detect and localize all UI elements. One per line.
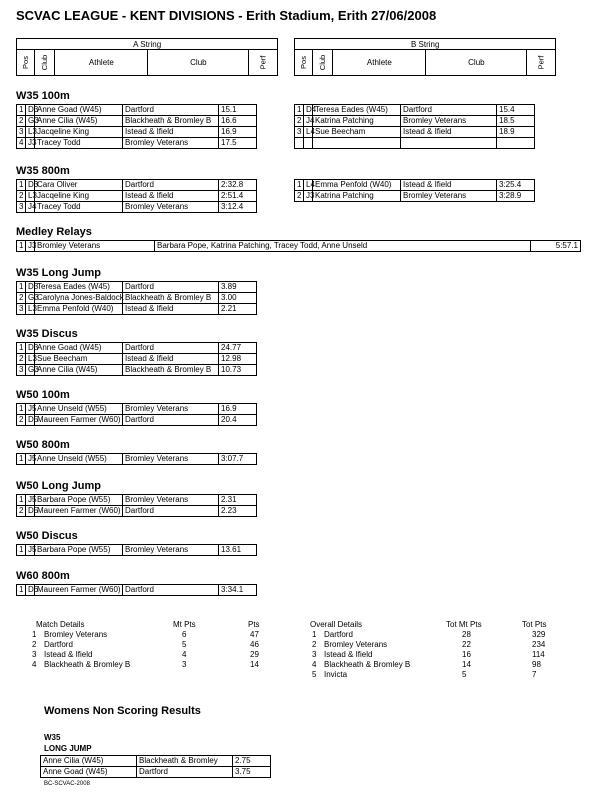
event-heading: W60 800m bbox=[16, 570, 70, 582]
pos-cell: 3 bbox=[17, 202, 26, 213]
rank: 3 bbox=[32, 650, 37, 659]
athlete-cell: Teresa Eades (W45) bbox=[313, 105, 401, 116]
athlete-cell: Carolyna Jones-Baldock bbox=[35, 293, 123, 304]
perf-cell: 17.5 bbox=[219, 138, 257, 149]
perf-cell: 5:57.1 bbox=[531, 241, 581, 252]
perf-cell: 2:51.4 bbox=[219, 191, 257, 202]
club-code-cell: D5 bbox=[26, 415, 35, 426]
a-string-table bbox=[16, 544, 257, 556]
club-code-cell: D3 bbox=[26, 180, 35, 191]
match-mt-pts-heading: Mt Pts bbox=[173, 620, 196, 629]
table-row bbox=[17, 116, 257, 127]
club-code-cell: L4 bbox=[304, 180, 313, 191]
perf-cell: 3.89 bbox=[219, 282, 257, 293]
pos-cell: 1 bbox=[17, 404, 26, 415]
perf-cell: 2.23 bbox=[219, 506, 257, 517]
mt-pts: 28 bbox=[462, 630, 471, 639]
perf-cell: 3:12.4 bbox=[219, 202, 257, 213]
pos-cell: 3 bbox=[17, 304, 26, 315]
event-heading: W35 Discus bbox=[16, 328, 78, 340]
perf-cell: 10.73 bbox=[219, 365, 257, 376]
footer-code: BC-SCVAC-2008 bbox=[44, 781, 90, 787]
a-string-table bbox=[16, 494, 257, 517]
pos-header: Pos bbox=[295, 50, 313, 76]
club-cell: Istead & Ifield bbox=[401, 127, 497, 138]
athlete-cell: Anne Cilia (W45) bbox=[41, 756, 137, 767]
club-cell: Bromley Veterans bbox=[123, 404, 219, 415]
athlete-cell: Barbara Pope (W55) bbox=[35, 495, 123, 506]
a-string-label: A String bbox=[17, 39, 278, 50]
club-cell: Istead & Ifield bbox=[123, 354, 219, 365]
club-code-cell: L4 bbox=[304, 127, 313, 138]
club-cell: Bromley Veterans bbox=[123, 138, 219, 149]
club-cell: Blackheath & Bromley B bbox=[123, 365, 219, 376]
club-name: Blackheath & Bromley B bbox=[324, 660, 411, 669]
club-code-cell: L3 bbox=[26, 354, 35, 365]
club-cell: Blackheath & Bromley B bbox=[123, 116, 219, 127]
perf-header: Perf bbox=[249, 50, 278, 76]
table-row bbox=[17, 241, 581, 252]
pos-cell: 1 bbox=[295, 105, 304, 116]
table-row bbox=[17, 191, 257, 202]
nonscoring-title: Womens Non Scoring Results bbox=[44, 705, 201, 717]
club-code-cell: G3 bbox=[26, 116, 35, 127]
perf-cell: 16.6 bbox=[219, 116, 257, 127]
club-code-cell: J5 bbox=[26, 404, 35, 415]
perf-cell: 18.5 bbox=[497, 116, 535, 127]
mt-pts: 4 bbox=[182, 650, 187, 659]
mt-pts: 3 bbox=[182, 660, 187, 669]
pos-cell: 1 bbox=[17, 343, 26, 354]
perf-cell: 3:07.7 bbox=[219, 454, 257, 465]
event-heading: W50 100m bbox=[16, 389, 70, 401]
perf-cell: 20.4 bbox=[219, 415, 257, 426]
pos-cell: 2 bbox=[17, 116, 26, 127]
table-row bbox=[17, 365, 257, 376]
pos-cell: 1 bbox=[17, 241, 26, 252]
athlete-cell: Sue Beecham bbox=[313, 127, 401, 138]
club-cell: Bromley Veterans bbox=[401, 191, 497, 202]
athlete-cell: Anne Cilia (W45) bbox=[35, 365, 123, 376]
pos-cell: 3 bbox=[17, 127, 26, 138]
event-heading: W50 Discus bbox=[16, 530, 78, 542]
club-cell: Istead & Ifield bbox=[401, 180, 497, 191]
perf-cell: 3:25.4 bbox=[497, 180, 535, 191]
a-string-table bbox=[16, 179, 257, 213]
pts: 7 bbox=[532, 670, 537, 679]
club-cell: Bromley Veterans bbox=[123, 454, 219, 465]
club-cell: Dartford bbox=[123, 282, 219, 293]
table-row bbox=[295, 191, 535, 202]
athlete-cell: Emma Penfold (W40) bbox=[35, 304, 123, 315]
club-cell: Dartford bbox=[123, 180, 219, 191]
b-string-table bbox=[294, 179, 535, 202]
table-row bbox=[17, 343, 257, 354]
table-row bbox=[17, 202, 257, 213]
perf-cell: 13.61 bbox=[219, 545, 257, 556]
club-cell: Dartford bbox=[137, 767, 233, 778]
perf-cell: 18.9 bbox=[497, 127, 535, 138]
athlete-cell: Maureen Farmer (W60) bbox=[35, 585, 123, 596]
perf-cell: 16.9 bbox=[219, 127, 257, 138]
athlete-cell: Sue Beecham bbox=[35, 354, 123, 365]
pos-cell: 1 bbox=[295, 180, 304, 191]
event-heading: W35 100m bbox=[16, 90, 70, 102]
club-name: Istead & Ifield bbox=[44, 650, 93, 659]
club-cell: Istead & Ifield bbox=[123, 127, 219, 138]
club-code-cell: L3 bbox=[26, 127, 35, 138]
athletes-cell: Barbara Pope, Katrina Patching, Tracey Todd, Anne Unseld bbox=[155, 241, 531, 252]
match-details bbox=[30, 620, 280, 680]
club-cell: Dartford bbox=[123, 343, 219, 354]
table-row bbox=[295, 138, 535, 149]
club-code-header: Club bbox=[312, 50, 332, 76]
club-code-cell bbox=[304, 138, 313, 149]
a-string-header bbox=[16, 38, 278, 76]
b-string-label: B String bbox=[295, 39, 556, 50]
athlete-cell: Maureen Farmer (W60) bbox=[35, 506, 123, 517]
club-cell bbox=[401, 138, 497, 149]
pos-header: Pos bbox=[17, 50, 35, 76]
athlete-cell: Anne Goad (W45) bbox=[41, 767, 137, 778]
club-cell: Dartford bbox=[401, 105, 497, 116]
a-string-table bbox=[16, 584, 257, 596]
club-code-cell: J3 bbox=[26, 241, 35, 252]
club-name: Blackheath & Bromley B bbox=[44, 660, 131, 669]
table-row bbox=[17, 415, 257, 426]
club-cell: Bromley Veterans bbox=[401, 116, 497, 127]
rank: 1 bbox=[32, 630, 37, 639]
pos-cell: 2 bbox=[17, 293, 26, 304]
pos-cell: 2 bbox=[17, 354, 26, 365]
club-cell: Dartford bbox=[123, 415, 219, 426]
table-row bbox=[17, 293, 257, 304]
athlete-cell: Anne Unseld (W55) bbox=[35, 454, 123, 465]
table-row bbox=[17, 495, 257, 506]
table-row bbox=[17, 138, 257, 149]
athlete-cell: Anne Goad (W45) bbox=[35, 343, 123, 354]
perf-cell: 3:34.1 bbox=[219, 585, 257, 596]
club-name: Bromley Veterans bbox=[44, 630, 108, 639]
perf-cell: 16.9 bbox=[219, 404, 257, 415]
event-heading: W35 Long Jump bbox=[16, 267, 101, 279]
table-row bbox=[295, 127, 535, 138]
rank: 2 bbox=[312, 640, 317, 649]
athlete-cell: Anne Cilia (W45) bbox=[35, 116, 123, 127]
perf-cell: 15.1 bbox=[219, 105, 257, 116]
pos-cell: 2 bbox=[295, 191, 304, 202]
a-string-table bbox=[16, 403, 257, 426]
pos-cell: 2 bbox=[295, 116, 304, 127]
nonscoring-table bbox=[40, 755, 271, 778]
table-row bbox=[17, 354, 257, 365]
club-code-cell: D4 bbox=[304, 105, 313, 116]
overall-details bbox=[308, 620, 568, 690]
table-row bbox=[17, 180, 257, 191]
table-row bbox=[17, 585, 257, 596]
club-code-cell: L3 bbox=[26, 191, 35, 202]
club-code-cell: J4 bbox=[26, 202, 35, 213]
athlete-cell: Emma Penfold (W40) bbox=[313, 180, 401, 191]
table-row bbox=[17, 304, 257, 315]
athlete-cell: Anne Unseld (W55) bbox=[35, 404, 123, 415]
match-details-heading: Match Details bbox=[36, 620, 85, 629]
pos-cell: 2 bbox=[17, 415, 26, 426]
club-header: Club bbox=[426, 50, 527, 76]
b-string-table bbox=[294, 104, 535, 149]
club-name: Dartford bbox=[324, 630, 353, 639]
table-row bbox=[17, 282, 257, 293]
club-code-header: Club bbox=[34, 50, 54, 76]
club-cell: Blackheath & Bromley B bbox=[123, 293, 219, 304]
pos-cell: 1 bbox=[17, 585, 26, 596]
a-string-table bbox=[16, 342, 257, 376]
perf-cell: 2.75 bbox=[233, 756, 271, 767]
perf-header: Perf bbox=[527, 50, 556, 76]
table-row bbox=[17, 545, 257, 556]
athlete-cell: Anne Goad (W45) bbox=[35, 105, 123, 116]
pts: 47 bbox=[250, 630, 259, 639]
perf-cell bbox=[497, 138, 535, 149]
club-cell: Istead & Ifield bbox=[123, 304, 219, 315]
perf-cell: 12.98 bbox=[219, 354, 257, 365]
club-name: Bromley Veterans bbox=[324, 640, 388, 649]
pos-cell: 2 bbox=[17, 506, 26, 517]
perf-cell: 15.4 bbox=[497, 105, 535, 116]
a-string-table bbox=[16, 104, 257, 149]
club-code-cell: D3 bbox=[26, 343, 35, 354]
pts: 46 bbox=[250, 640, 259, 649]
b-string-header bbox=[294, 38, 556, 76]
club-cell: Bromley Veterans bbox=[123, 545, 219, 556]
perf-cell: 3:28.9 bbox=[497, 191, 535, 202]
athlete-cell: Jacqeline King bbox=[35, 127, 123, 138]
pts: 234 bbox=[532, 640, 546, 649]
club-code-cell: J5 bbox=[26, 545, 35, 556]
table-row bbox=[295, 180, 535, 191]
club-cell: Dartford bbox=[123, 506, 219, 517]
club-code-cell: D3 bbox=[26, 282, 35, 293]
mt-pts: 22 bbox=[462, 640, 471, 649]
perf-cell: 2.21 bbox=[219, 304, 257, 315]
club-cell: Bromley Veterans bbox=[35, 241, 155, 252]
rank: 4 bbox=[32, 660, 37, 669]
pts: 14 bbox=[250, 660, 259, 669]
pos-cell: 4 bbox=[17, 138, 26, 149]
club-code-cell: L3 bbox=[26, 304, 35, 315]
club-code-cell: J4 bbox=[304, 116, 313, 127]
pos-cell: 3 bbox=[17, 365, 26, 376]
mt-pts: 6 bbox=[182, 630, 187, 639]
club-cell: Istead & Ifield bbox=[123, 191, 219, 202]
nonscoring-group: W35 bbox=[44, 733, 61, 742]
overall-details-heading: Overall Details bbox=[310, 620, 363, 629]
athlete-cell: Cara Oliver bbox=[35, 180, 123, 191]
table-row bbox=[17, 105, 257, 116]
club-code-cell: J5 bbox=[26, 495, 35, 506]
nonscoring-event: LONG JUMP bbox=[44, 744, 92, 753]
overall-mt-pts-heading: Tot Mt Pts bbox=[446, 620, 482, 629]
club-code-cell: G3 bbox=[26, 293, 35, 304]
perf-cell: 24.77 bbox=[219, 343, 257, 354]
rank: 5 bbox=[312, 670, 317, 679]
event-heading: W35 800m bbox=[16, 165, 70, 177]
event-heading: W50 Long Jump bbox=[16, 480, 101, 492]
a-string-table bbox=[16, 281, 257, 315]
club-code-cell: D5 bbox=[26, 506, 35, 517]
table-row bbox=[17, 127, 257, 138]
club-name: Istead & Ifield bbox=[324, 650, 373, 659]
club-cell: Bromley Veterans bbox=[123, 495, 219, 506]
perf-cell: 3.75 bbox=[233, 767, 271, 778]
table-row bbox=[17, 404, 257, 415]
mt-pts: 14 bbox=[462, 660, 471, 669]
pts: 114 bbox=[532, 650, 545, 659]
athlete-header: Athlete bbox=[333, 50, 426, 76]
match-pts-heading: Pts bbox=[248, 620, 260, 629]
club-code-cell: J3 bbox=[26, 138, 35, 149]
pos-cell: 3 bbox=[295, 127, 304, 138]
mt-pts: 16 bbox=[462, 650, 471, 659]
club-name: Dartford bbox=[44, 640, 73, 649]
mt-pts: 5 bbox=[462, 670, 467, 679]
table-row bbox=[17, 454, 257, 465]
pts: 329 bbox=[532, 630, 546, 639]
relay-table bbox=[16, 240, 581, 252]
athlete-cell: Barbara Pope (W55) bbox=[35, 545, 123, 556]
club-cell: Bromley Veterans bbox=[123, 202, 219, 213]
pos-cell bbox=[295, 138, 304, 149]
pos-cell: 1 bbox=[17, 545, 26, 556]
club-cell: Dartford bbox=[123, 585, 219, 596]
athlete-cell bbox=[313, 138, 401, 149]
athlete-cell: Katrina Patching bbox=[313, 116, 401, 127]
overall-pts-heading: Tot Pts bbox=[522, 620, 547, 629]
pts: 98 bbox=[532, 660, 541, 669]
pos-cell: 1 bbox=[17, 454, 26, 465]
club-header: Club bbox=[148, 50, 249, 76]
page-title: SCVAC LEAGUE - KENT DIVISIONS - Erith Stadium, Erith 27/06/2008 bbox=[16, 8, 437, 23]
table-row bbox=[295, 116, 535, 127]
club-cell: Dartford bbox=[123, 105, 219, 116]
rank: 3 bbox=[312, 650, 317, 659]
pts: 29 bbox=[250, 650, 259, 659]
perf-cell: 2:32.8 bbox=[219, 180, 257, 191]
athlete-cell: Tracey Todd bbox=[35, 202, 123, 213]
perf-cell: 3.00 bbox=[219, 293, 257, 304]
table-row bbox=[17, 506, 257, 517]
event-heading: W50 800m bbox=[16, 439, 70, 451]
club-code-cell: D3 bbox=[26, 105, 35, 116]
mt-pts: 5 bbox=[182, 640, 187, 649]
table-row bbox=[295, 105, 535, 116]
table-row bbox=[41, 767, 271, 778]
club-code-cell: J5 bbox=[26, 454, 35, 465]
club-cell: Blackheath & Bromley bbox=[137, 756, 233, 767]
athlete-cell: Jacqeline King bbox=[35, 191, 123, 202]
athlete-cell: Katrina Patching bbox=[313, 191, 401, 202]
pos-cell: 1 bbox=[17, 282, 26, 293]
pos-cell: 1 bbox=[17, 105, 26, 116]
relay-heading: Medley Relays bbox=[16, 226, 92, 238]
pos-cell: 2 bbox=[17, 191, 26, 202]
athlete-cell: Maureen Farmer (W60) bbox=[35, 415, 123, 426]
rank: 2 bbox=[32, 640, 37, 649]
athlete-header: Athlete bbox=[55, 50, 148, 76]
pos-cell: 1 bbox=[17, 180, 26, 191]
rank: 4 bbox=[312, 660, 317, 669]
pos-cell: 1 bbox=[17, 495, 26, 506]
club-code-cell: J3 bbox=[304, 191, 313, 202]
athlete-cell: Teresa Eades (W45) bbox=[35, 282, 123, 293]
a-string-table bbox=[16, 453, 257, 465]
rank: 1 bbox=[312, 630, 317, 639]
athlete-cell: Tracey Todd bbox=[35, 138, 123, 149]
club-name: Invicta bbox=[324, 670, 348, 679]
table-row bbox=[41, 756, 271, 767]
club-code-cell: G3 bbox=[26, 365, 35, 376]
club-code-cell: D6 bbox=[26, 585, 35, 596]
perf-cell: 2.31 bbox=[219, 495, 257, 506]
